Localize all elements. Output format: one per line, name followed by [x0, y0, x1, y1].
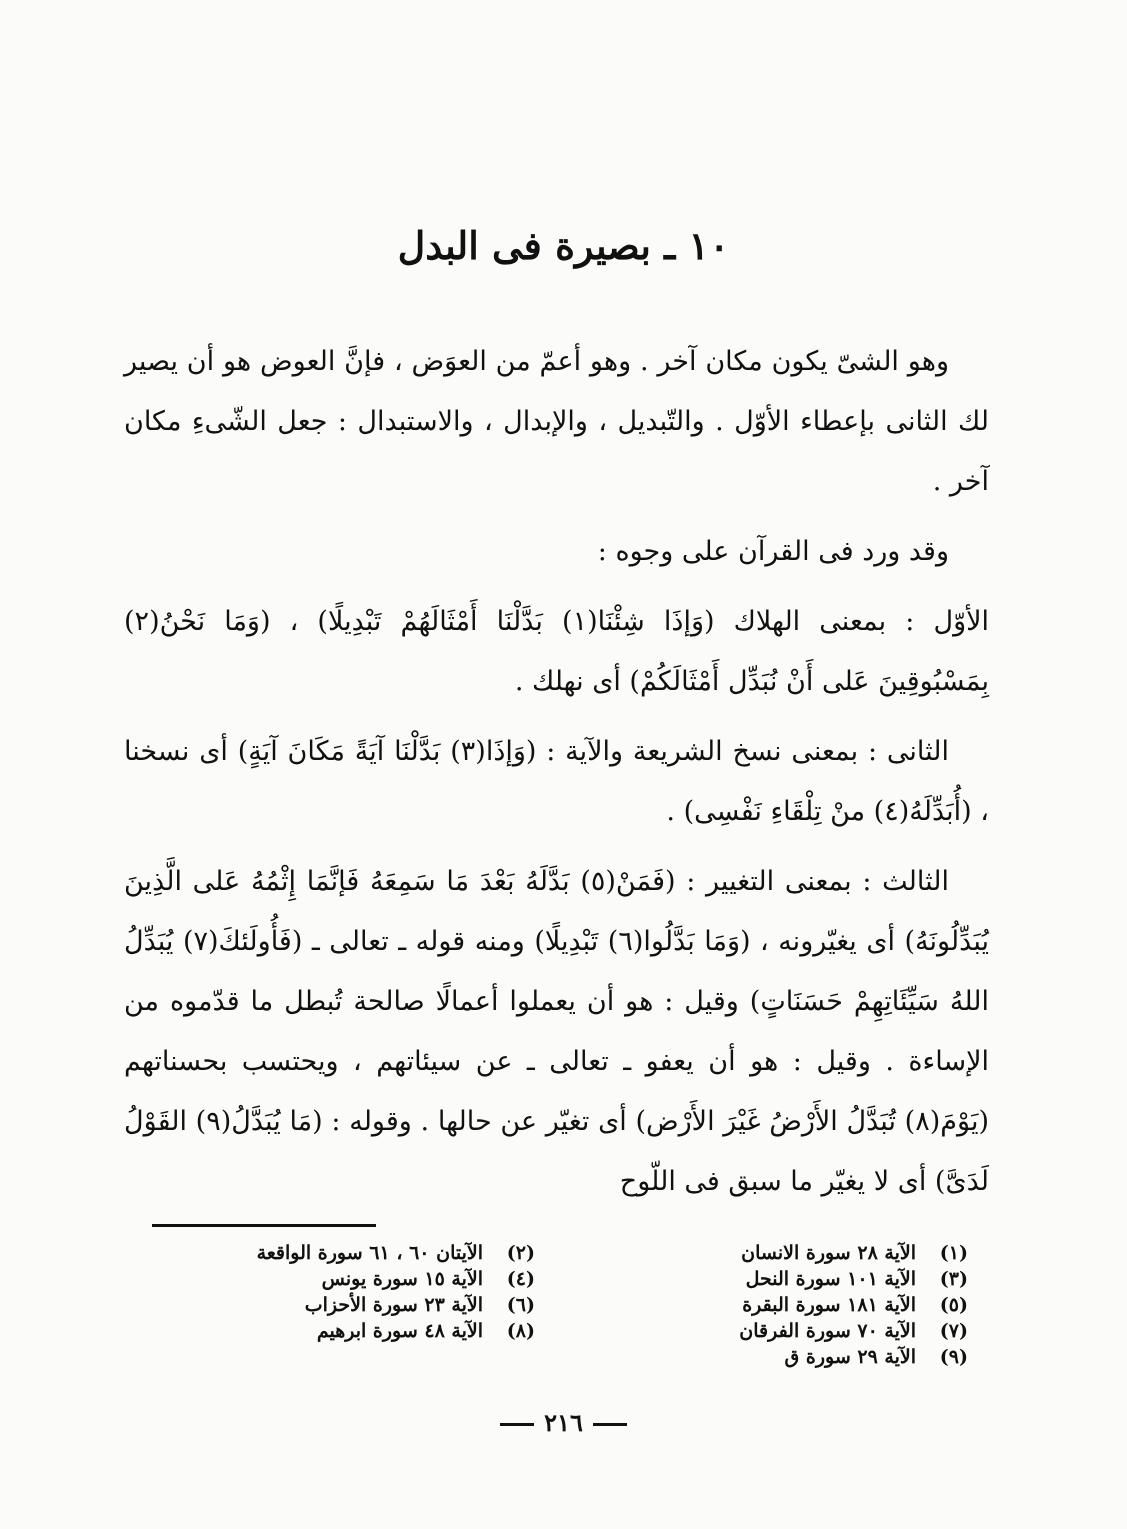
- footnote-text: الآية ٤٨ سورة ابرهيم: [316, 1320, 483, 1342]
- footnotes-left-column: [155, 1240, 535, 1344]
- paragraph-third-meaning: الثالث : بمعنى التغيير : (فَمَنْ(٥) بَدَّلَهُ بَعْدَ مَا سَمِعَهُ فَإنَّمَا إِثْمُهُ عَلى الَّذِينَ يُبَدِّلُونَهُ) أى يغيّرونه ، (وَمَا بَدَّلُوا(٦) تَبْدِيلًا) ومنه قوله ـ تعالى ـ (فَأُولَئكَ(٧) يُبَدِّلُ اللهُ سَيِّئَاتِهِمْ حَسَنَاتٍ) وقيل : هو أن يعملوا أعمالًا صالحة تُبطل ما قدّموه من الإساءة . وقيل : هو أن يعفو ـ تعالى ـ عن سيئاتهم ، ويحتسب بحسناتهم (يَوْمَ(٨) تُبَدَّلُ الأَرْضُ غَيْرَ الأَرْض) أى تغيّر عن حالها . وقوله : (مَا يُبَدَّلُ(٩) القَوْلُ لَدَىَّ) أى لا يغيّر ما سبق فى اللّوح: [124, 866, 989, 1197]
- footnote-number: (٤): [506, 1268, 535, 1290]
- folio-dash-left: [500, 1423, 534, 1426]
- paragraph-first-meaning: الأوّل : بمعنى الهلاك (وَإذَا شِئْنَا(١) بَدَّلْنَا أَمْثَالَهُمْ تَبْدِيلًا) ، (وَمَا نَحْنُ(٢) بِمَسْبُوقِينَ عَلى أَنْ نُبَدِّل أَمْثَالَكُمْ) أى نهلك .: [124, 606, 990, 697]
- page-number: ٢١٦: [544, 1408, 583, 1437]
- footnotes-right-column: [628, 1240, 968, 1370]
- footnote-4: [155, 1266, 535, 1292]
- footnote-text: الآية ١٠١ سورة النحل: [745, 1268, 916, 1290]
- footnote-number: (١): [939, 1242, 968, 1264]
- paragraph-definition: وهو الشىّ يكون مكان آخر . وهو أعمّ من العوَض ، فإنَّ العوض هو أن يصير لك الثانى بإعطاء الأوّل . والتّبديل ، والإبدال ، والاستبدال : جعل الشّىءِ مكان آخر .: [124, 346, 989, 497]
- footnote-7: [628, 1318, 968, 1344]
- footnote-number: (٧): [939, 1320, 968, 1342]
- footnote-text: الآية ٢٣ سورة الأحزاب: [304, 1294, 483, 1316]
- footnote-number: (٩): [939, 1346, 968, 1368]
- footnote-rule: [152, 1224, 376, 1227]
- body-text: [124, 332, 989, 1212]
- footnote-number: (٦): [506, 1294, 535, 1316]
- footnote-text: الآية ٢٩ سورة ق: [784, 1346, 916, 1368]
- footnote-text: الآية ٧٠ سورة الفرقان: [739, 1320, 916, 1342]
- footnote-9: [628, 1344, 968, 1370]
- footnote-number: (٢): [506, 1242, 535, 1264]
- footnote-number: (٨): [506, 1320, 535, 1342]
- footnote-2: [155, 1240, 535, 1266]
- footnotes: [150, 1240, 980, 1390]
- folio-dash-right: [593, 1423, 627, 1426]
- footnote-1: [628, 1240, 968, 1266]
- paragraph-second-meaning: الثانى : بمعنى نسخ الشريعة والآية : (وَإذَا(٣) بَدَّلْنَا آيَةً مَكَانَ آيَةٍ) أى نسخنا ، (أُبَدِّلَهُ(٤) منْ تِلْقَاءِ نَفْسِى) .: [124, 736, 989, 827]
- page-number-area: [0, 1408, 1127, 1437]
- footnote-text: الآيتان ٦٠ ، ٦١ سورة الواقعة: [256, 1242, 483, 1264]
- footnote-text: الآية ١٥ سورة يونس: [321, 1268, 483, 1290]
- footnote-text: الآية ٢٨ سورة الانسان: [741, 1242, 916, 1264]
- footnote-3: [628, 1266, 968, 1292]
- footnote-number: (٣): [939, 1268, 968, 1290]
- footnote-8: [155, 1318, 535, 1344]
- footnote-5: [628, 1292, 968, 1318]
- footnote-number: (٥): [939, 1294, 968, 1316]
- chapter-title: ١٠ ـ بصيرة فى البدل: [397, 223, 730, 268]
- footnote-text: الآية ١٨١ سورة البقرة: [742, 1294, 916, 1316]
- paragraph-intro: وقد ورد فى القرآن على وجوه :: [597, 536, 949, 567]
- footnote-6: [155, 1292, 535, 1318]
